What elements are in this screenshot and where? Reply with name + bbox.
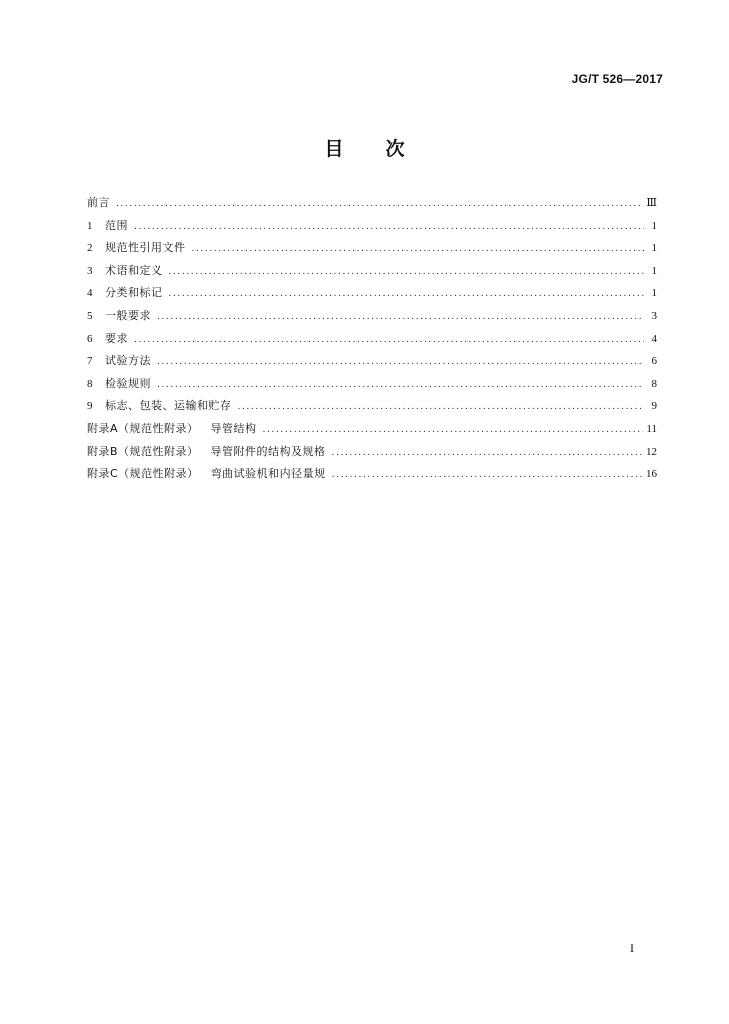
toc-entry-page: 1 xyxy=(651,287,657,300)
toc-entry-8[interactable] xyxy=(87,375,657,398)
toc-leader-dots xyxy=(192,244,645,254)
toc-entry-title: 试验方法 xyxy=(105,354,151,368)
document-code: JG/T 526—2017 xyxy=(571,72,663,86)
toc-entry-title: 导管结构 xyxy=(210,421,257,435)
toc-annex-label: 附录A（规范性附录） xyxy=(87,421,199,435)
toc-entry-title: 术语和定义 xyxy=(105,263,163,277)
toc-entry-2[interactable] xyxy=(87,239,657,262)
toc-annex-label: 附录C（规范性附录） xyxy=(87,467,199,481)
toc-leader-dots xyxy=(263,425,644,435)
toc-entry-page: 1 xyxy=(651,219,657,232)
toc-entry-5[interactable] xyxy=(87,307,657,330)
toc-entry-number: 6 xyxy=(87,332,93,345)
toc-entry-number: 3 xyxy=(87,264,93,277)
toc-entry-7[interactable] xyxy=(87,352,657,375)
toc-entry-number: 2 xyxy=(87,242,93,255)
toc-entry-title: 规范性引用文件 xyxy=(105,241,186,255)
toc-entry-number: 9 xyxy=(87,400,93,413)
toc-leader-dots xyxy=(238,402,645,412)
toc-entry-page: 9 xyxy=(651,400,657,413)
toc-entry-page: 11 xyxy=(646,422,657,435)
toc-entry-page: 8 xyxy=(651,377,657,390)
toc-entry-page: 4 xyxy=(651,332,657,345)
toc-entry-title: 分类和标记 xyxy=(105,286,163,300)
toc-entry-title: 要求 xyxy=(105,331,128,345)
toc-leader-dots xyxy=(332,470,643,480)
toc-entry-title: 检验规则 xyxy=(105,376,151,390)
toc-leader-dots xyxy=(157,380,644,390)
toc-leader-dots xyxy=(134,222,644,232)
toc-entry-page: 1 xyxy=(651,264,657,277)
toc-entry-6[interactable] xyxy=(87,330,657,353)
toc-leader-dots xyxy=(157,312,644,322)
toc-entry-title: 导管附件的结构及规格 xyxy=(210,444,326,458)
toc-entry-4[interactable] xyxy=(87,284,657,307)
toc-leader-dots xyxy=(157,357,644,367)
toc-entry-1[interactable] xyxy=(87,217,657,240)
toc-annex-label: 附录B（规范性附录） xyxy=(87,444,199,458)
toc-leader-dots xyxy=(169,289,645,299)
toc-entry-title: 弯曲试验机和内径量规 xyxy=(210,467,326,481)
toc-entry-9[interactable] xyxy=(87,397,657,420)
toc-leader-dots xyxy=(116,199,643,209)
toc-heading: 目次 xyxy=(324,138,447,160)
toc-entry-page: 3 xyxy=(651,309,657,322)
toc-entry-title: 前言 xyxy=(87,196,110,209)
toc-leader-dots xyxy=(134,335,644,345)
toc-entry-annex-b[interactable] xyxy=(87,443,657,466)
toc-entry-page: 12 xyxy=(646,445,657,458)
toc-leader-dots xyxy=(169,267,645,277)
toc-entry-page: 1 xyxy=(651,242,657,255)
toc-entry-number: 8 xyxy=(87,377,93,390)
toc-entry-annex-a[interactable] xyxy=(87,420,657,443)
toc-entry-title: 范围 xyxy=(105,218,128,232)
toc-entry-page: Ⅲ xyxy=(646,197,657,209)
table-of-contents xyxy=(87,194,657,488)
toc-entry-page: 6 xyxy=(651,355,657,368)
toc-entry-number: 1 xyxy=(87,219,93,232)
toc-entry-page: 16 xyxy=(646,468,657,481)
page-number: I xyxy=(630,941,634,955)
toc-entry-foreword[interactable] xyxy=(87,194,657,217)
toc-entry-number: 7 xyxy=(87,355,93,368)
toc-entry-number: 4 xyxy=(87,287,93,300)
toc-entry-number: 5 xyxy=(87,309,93,322)
toc-entry-annex-c[interactable] xyxy=(87,465,657,488)
toc-entry-title: 标志、包装、运输和贮存 xyxy=(105,399,232,413)
toc-entry-title: 一般要求 xyxy=(105,308,151,322)
toc-leader-dots xyxy=(332,448,643,458)
toc-entry-3[interactable] xyxy=(87,262,657,285)
